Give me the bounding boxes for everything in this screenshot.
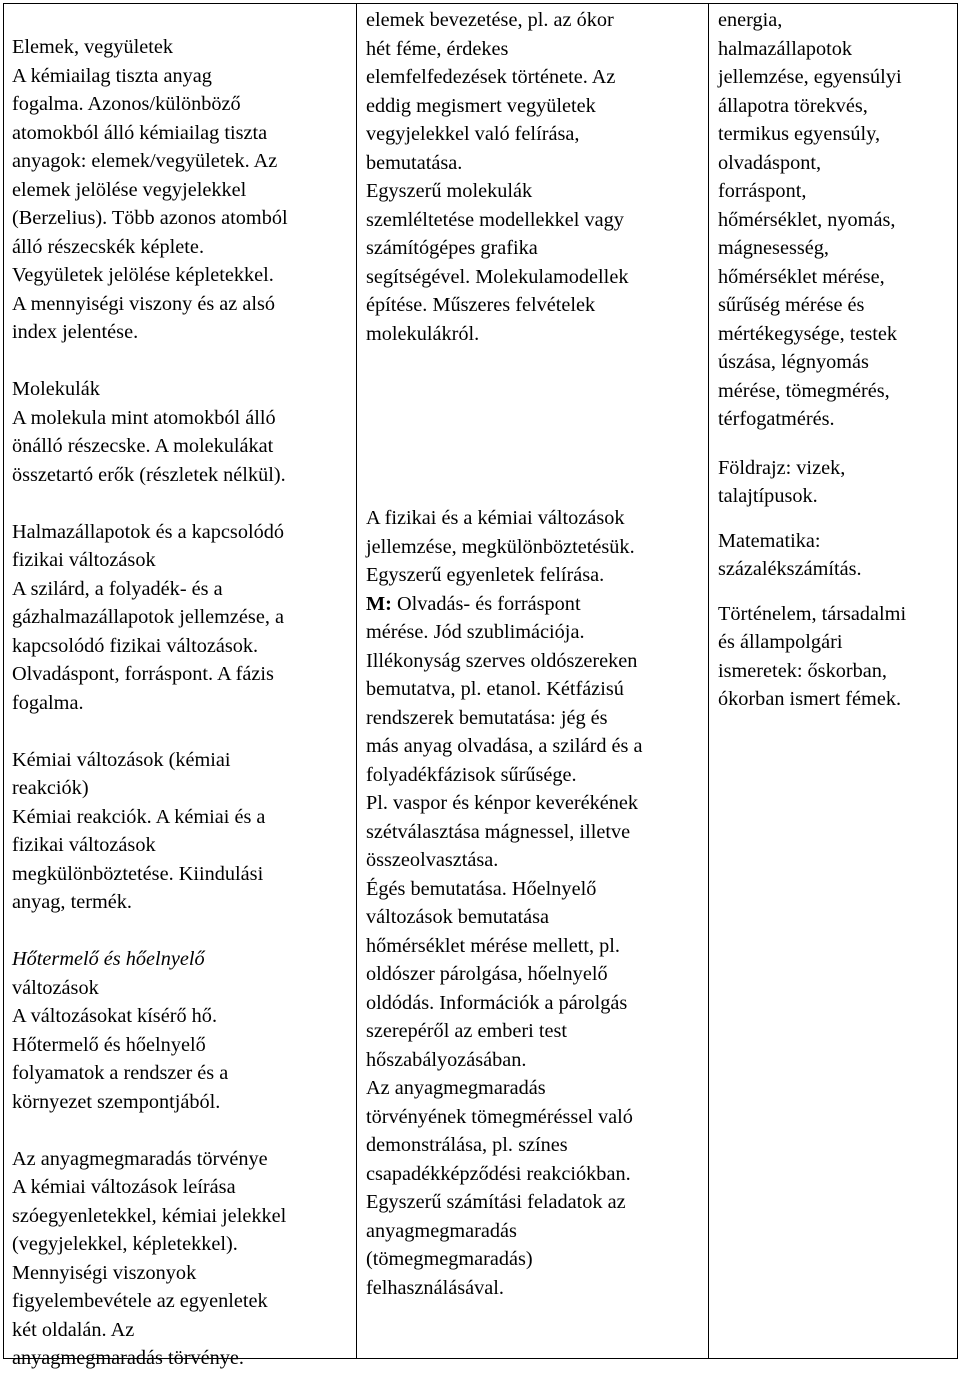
- section-conservation-of-mass: Az anyagmegmaradás törvénye A kémiai változások leírása szóegyenletekkel, kémiai jelekkel (vegyjelekkel, képletekkel). Mennyiségi viszonyok figyelembevétele az egyenletek két oldalán. Az anyagmegmaradás törvénye.: [12, 1145, 288, 1373]
- column-concepts: [718, 6, 906, 714]
- activities-block-1: elemek bevezetése, pl. az ókor hét féme, érdekes elemfelfedezések története. Az eddig megismert vegyületek vegyjelekkel való felírása, bemutatása. Egyszerű molekulák szemléltetése modellekkel vagy számítógépes grafika segítségével. Molekulamodellek építése. Műszeres felvételek molekulákról.: [366, 9, 629, 345]
- section-chemical-changes: Kémiai változások (kémiai reakciók) Kémiai reakciók. A kémiai és a fizikai változások megkülönböztetése. Kiindulási anyag, termék.: [12, 746, 288, 917]
- table-border-left: [3, 3, 4, 1359]
- section-elements-compounds: Elemek, vegyületek A kémiailag tiszta anyag fogalma. Azonos/különböző atomokból álló kémiailag tiszta anyagok: elemek/vegyületek. Az elemek jelölése vegyjelekkel (Berzelius). Több azonos atomból álló részecskék képlete. Vegyületek jelölése képletekkel. A mennyiségi viszony és az alsó index jelentése.: [12, 33, 288, 347]
- section-heading: Hőtermelő és hőelnyelő: [12, 948, 205, 970]
- section-molecules: Molekulák A molekula mint atomokból álló önálló részecske. A molekulákat összetartó erők (részletek nélkül).: [12, 375, 288, 489]
- concepts-history: Történelem, társadalmi és állampolgári ismeretek: őskorban, ókorban ismert fémek.: [718, 602, 907, 710]
- column-activities: [366, 6, 643, 1302]
- concepts-block-1: energia, halmazállapotok jellemzése, egyensúlyi állapotra törekvés, termikus egyensúly, olvadáspont, forráspont, hőmérséklet, nyomás, mágnesesség, hőmérséklet mérése, sűrűség mérése és mértékegysége, testek úszása, légnyomás mérése, tömegmérés, térfogatmérés.: [718, 9, 902, 430]
- measurement-line: M: Olvadás- és forráspont: [366, 592, 581, 615]
- section-heat-changes: Hőtermelő és hőelnyelő változások A változásokat kísérő hő. Hőtermelő és hőelnyelő folyamatok a rendszer és a környezet szempontjából.: [12, 945, 288, 1116]
- section-heading: Az anyagmegmaradás törvénye: [12, 1147, 268, 1170]
- concepts-geography: Földrajz: vizek, talajtípusok.: [718, 456, 846, 507]
- table-border-right: [957, 3, 958, 1359]
- column-divider-2: [708, 3, 709, 1359]
- measurement-label: M:: [366, 592, 392, 615]
- section-states-of-matter: Halmazállapotok és a kapcsolódó fizikai változások A szilárd, a folyadék- és a gázhalmazállapotok jellemzése, a kapcsolódó fizikai változások. Olvadáspont, forráspont. A fázis fogalma.: [12, 518, 288, 718]
- section-heading: Elemek, vegyületek: [12, 36, 174, 58]
- section-heading: Molekulák: [12, 378, 100, 400]
- column-topics: [12, 33, 288, 1373]
- activities-block-2: A fizikai és a kémiai változások jellemzése, megkülönböztetésük. Egyszerű egyenletek felírása. M: Olvadás- és forráspont mérése. Jód szublimációja. Illékonyság szerves oldószereken bemutatva, pl. etanol. Kétfázisú rendszerek bemutatása: jég és más anyag olvadása, a szilárd és a folyadékfázisok sűrűsége. Pl. vaspor és kénpor keverékének szétválasztása mágnessel, illetve összeolvasztása. Égés bemutatása. Hőelnyelő változások bemutatása hőmérséklet mérése mellett, pl. oldószer párolgása, hőelnyelő oldódás. Információk a párolgás szerepéről az emberi test hőszabályozásában. Az anyagmegmaradás törvényének tömegméréssel való demonstrálása, pl. színes csapadékképződési reakciókban. Egyszerű számítási feladatok az anyagmegmaradás (tömegmegmaradás) felhasználásával.: [366, 507, 643, 1299]
- section-heading: Kémiai változások (kémiai: [12, 748, 231, 771]
- section-heading: Halmazállapotok és a kapcsolódó: [12, 520, 285, 543]
- concepts-mathematics: Matematika: százalékszámítás.: [718, 529, 862, 580]
- column-divider-1: [356, 3, 357, 1359]
